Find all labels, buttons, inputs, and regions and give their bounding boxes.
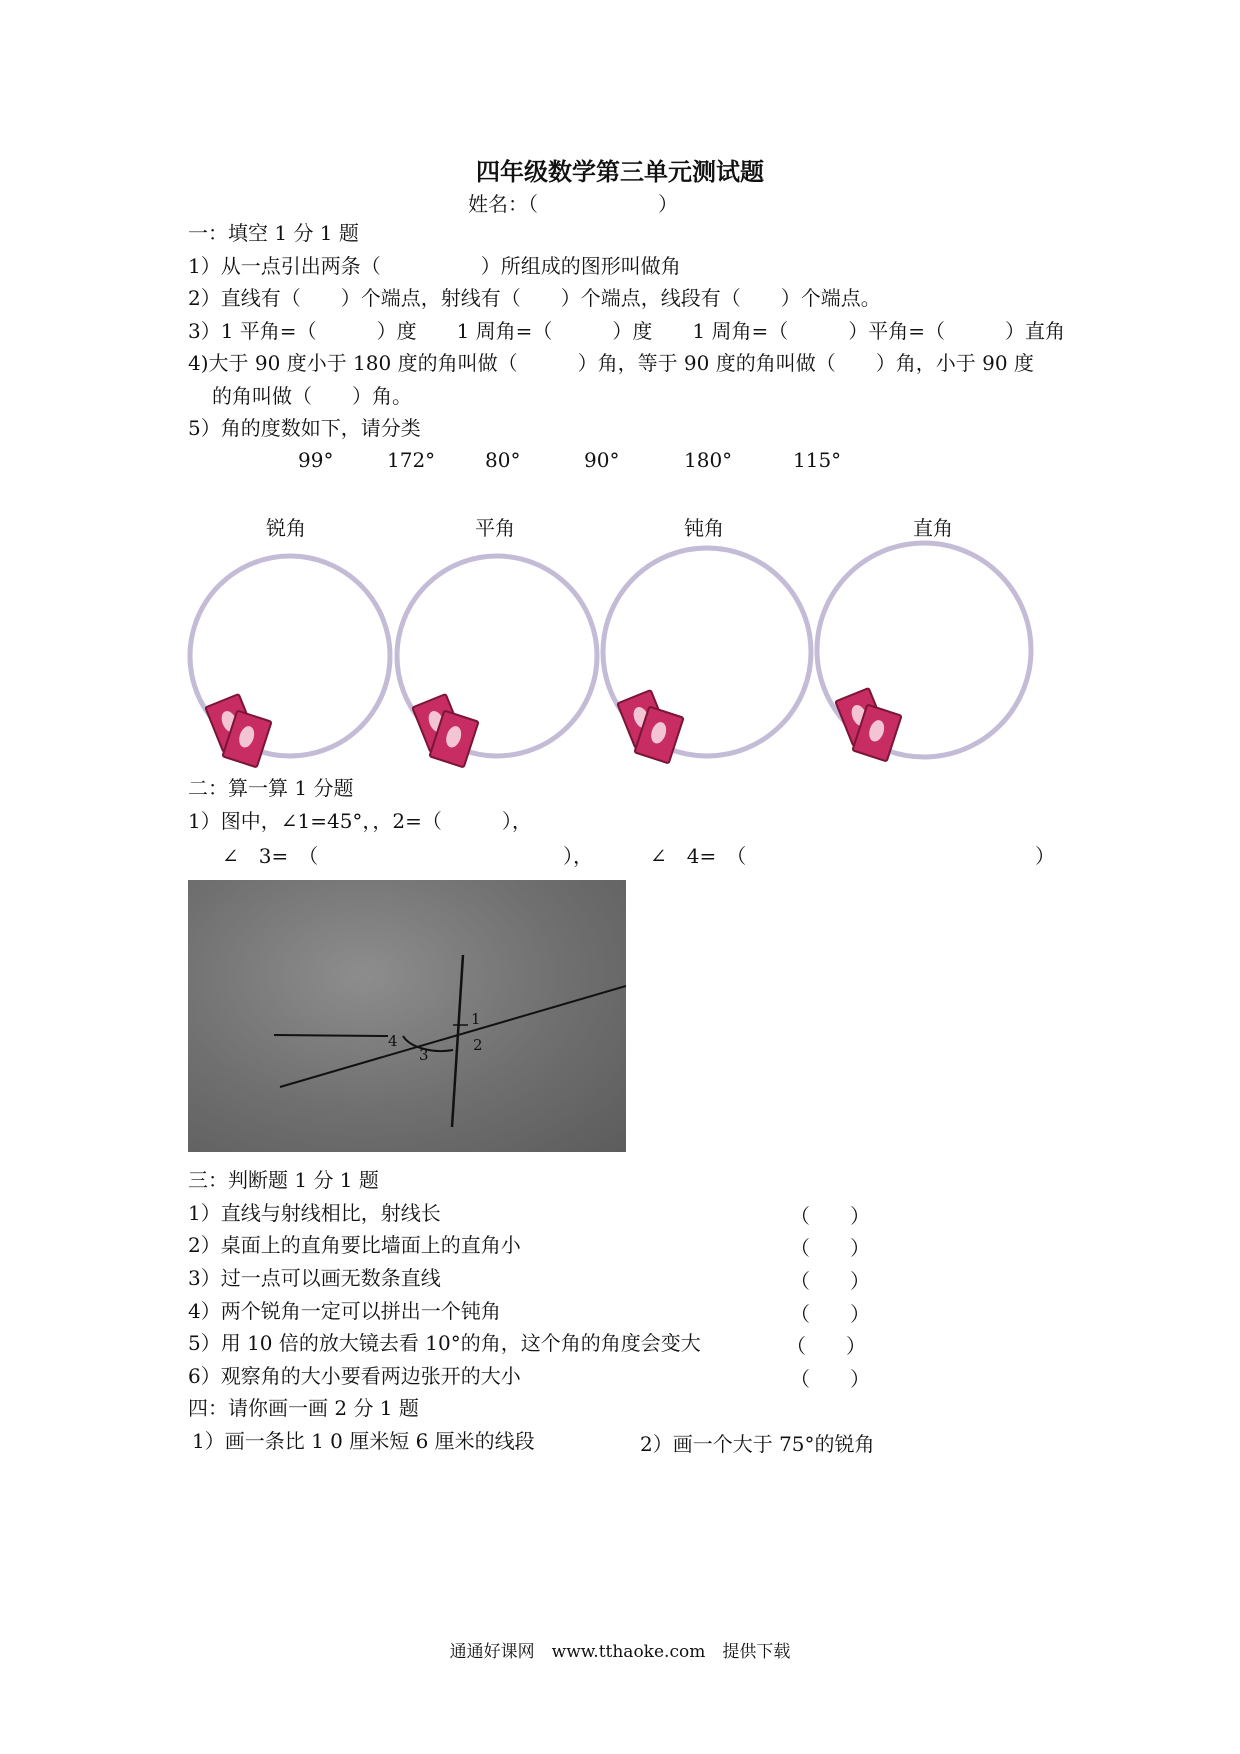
angle-3-close: ），	[563, 844, 593, 868]
s2-question-1: 1）图中，∠1=45°，，2=（ ），	[188, 809, 532, 833]
degree-value: 90°	[584, 448, 620, 472]
degree-value: 180°	[684, 448, 733, 472]
answer-mark: （ ）	[790, 1236, 870, 1260]
degree-value: 80°	[485, 448, 521, 472]
page-footer: 通通好课网 www.tthaoke.com 提供下载	[449, 1642, 791, 1662]
angle-4-close: ）	[1035, 844, 1055, 868]
angle-label-2: 2	[473, 1036, 483, 1054]
angle-3-label: ∠ 3= （	[222, 844, 319, 868]
angle-label-4: 4	[388, 1032, 398, 1050]
answer-mark: （ ）	[790, 1269, 870, 1293]
angle-label-3: 3	[419, 1046, 429, 1064]
answer-mark: （ ）	[786, 1334, 866, 1358]
name-line: 姓名：（ ）	[468, 192, 678, 216]
section2-heading: 二：算一算 1 分题	[188, 776, 354, 800]
degree-value: 99°	[298, 448, 334, 472]
answer-mark: （ ）	[790, 1302, 870, 1326]
section1-heading: 一：填空 1 分 1 题	[188, 221, 359, 245]
angle-figure-drawing	[188, 880, 626, 1152]
judgement-item-1: 1）直线与射线相比，射线长	[188, 1201, 441, 1225]
s1-question-4-line1: 4)大于 90 度小于 180 度的角叫做（ ）角，等于 90 度的角叫做（ ）角，小于 90 度	[188, 351, 1034, 375]
section4-heading: 四：请你画一画 2 分 1 题	[188, 1396, 419, 1420]
page-title: 四年级数学第三单元测试题	[476, 157, 764, 186]
category-label-acute: 锐角	[266, 516, 306, 540]
answer-mark: （ ）	[790, 1367, 870, 1391]
judgement-item-2: 2）桌面上的直角要比墙面上的直角小	[188, 1233, 521, 1257]
judgement-item-6: 6）观察角的大小要看两边张开的大小	[188, 1364, 521, 1388]
s4-question-2: 2）画一个大于 75°的锐角	[640, 1432, 875, 1456]
angle-4-label: ∠ 4= （	[650, 844, 747, 868]
judgement-item-4: 4）两个锐角一定可以拼出一个钝角	[188, 1299, 501, 1323]
judgement-item-5: 5）用 10 倍的放大镜去看 10°的角，这个角的角度会变大	[188, 1331, 701, 1355]
degree-value: 172°	[387, 448, 436, 472]
judgement-item-3: 3）过一点可以画无数条直线	[188, 1266, 441, 1290]
category-label-straight: 平角	[475, 516, 515, 540]
category-circles	[0, 530, 1240, 790]
s1-question-5: 5）角的度数如下，请分类	[188, 416, 421, 440]
s1-question-4-line2: 的角叫做（ ）角。	[212, 384, 412, 408]
degree-value: 115°	[793, 448, 842, 472]
s1-question-3: 3）1 平角=（ ）度 1 周角=（ ）度 1 周角=（ ）平角=（ ）直角	[188, 319, 1066, 343]
category-label-obtuse: 钝角	[684, 516, 724, 540]
section3-heading: 三：判断题 1 分 1 题	[188, 1168, 379, 1192]
angle-figure-photo	[188, 880, 626, 1152]
category-label-right: 直角	[913, 516, 953, 540]
answer-mark: （ ）	[790, 1204, 870, 1228]
s1-question-2: 2）直线有（ ）个端点，射线有（ ）个端点，线段有（ ）个端点。	[188, 286, 881, 310]
angle-label-1: 1	[471, 1010, 481, 1028]
s1-question-1: 1）从一点引出两条（ ）所组成的图形叫做角	[188, 254, 681, 278]
s4-question-1: 1）画一条比 1 0 厘米短 6 厘米的线段	[192, 1429, 535, 1453]
